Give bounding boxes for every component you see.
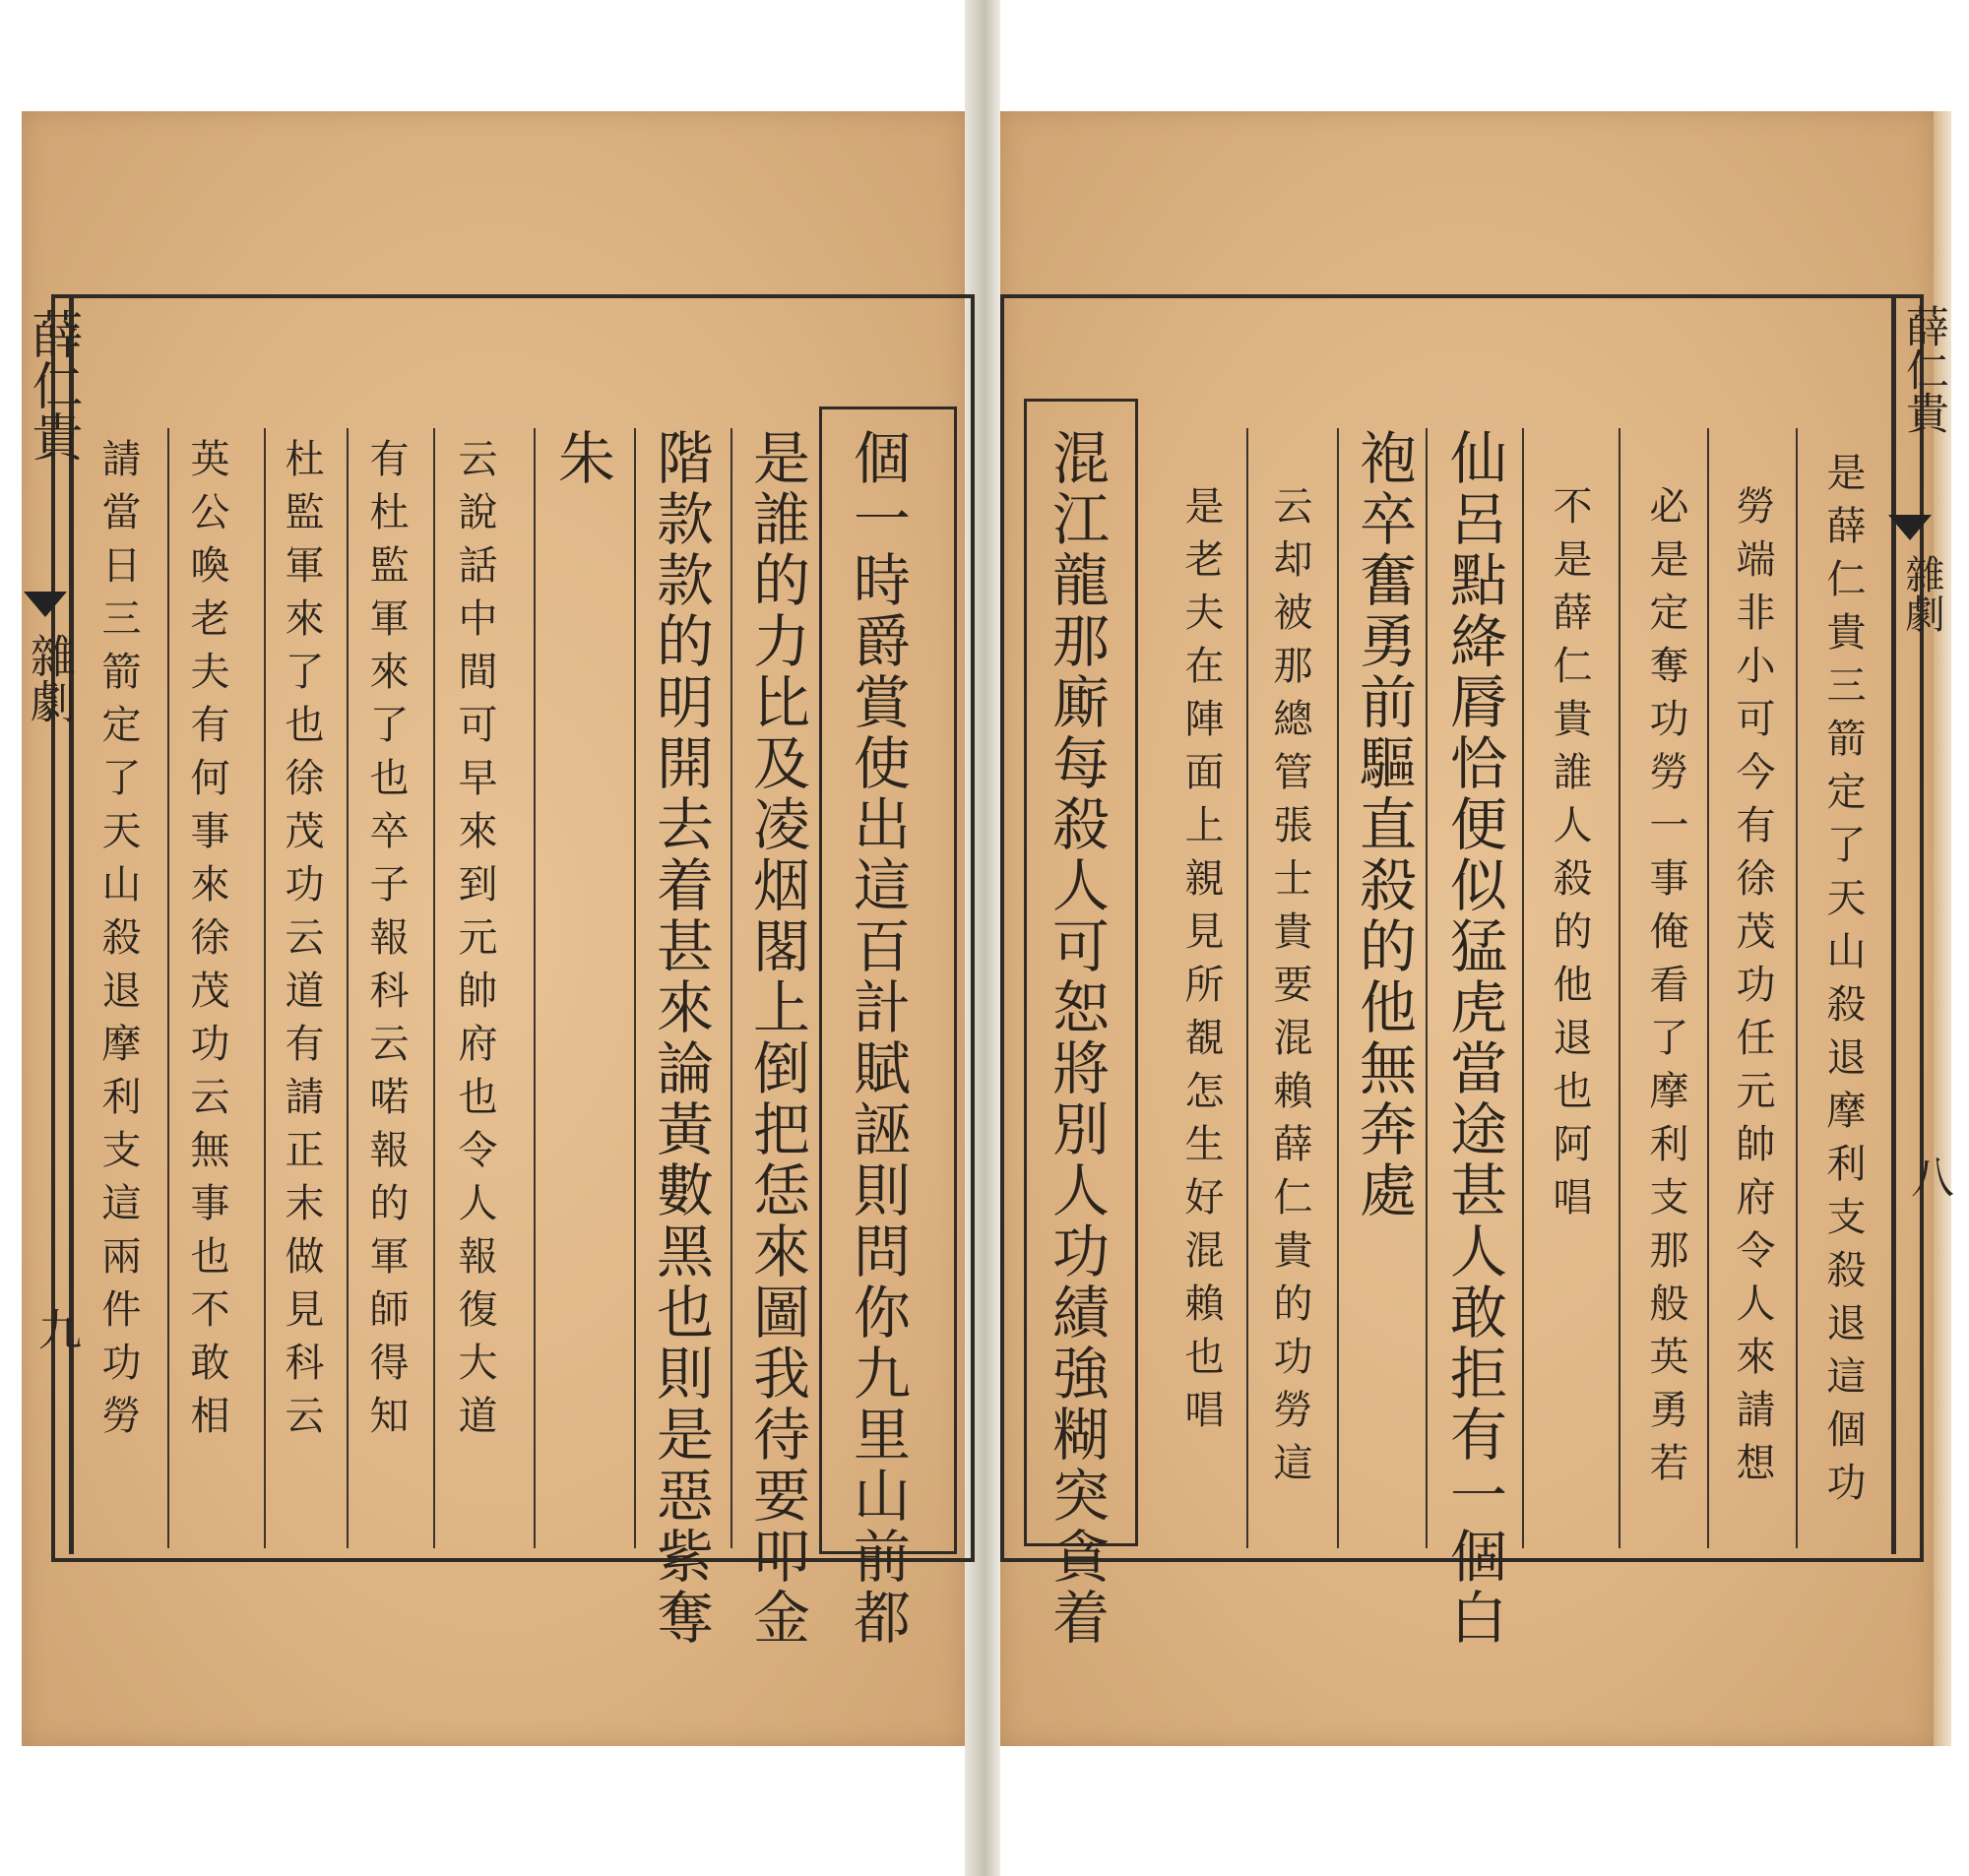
column-rule — [1522, 428, 1524, 1548]
column-rule — [433, 428, 435, 1548]
column-rule — [264, 428, 266, 1548]
text-column-7: 杜監軍來了也徐茂功云道有請正末做見科云 — [279, 438, 324, 1448]
column-rule — [1707, 428, 1709, 1548]
left-fold-title: 薛仁貴 — [23, 308, 82, 462]
text-column-7: 云却被那總管張士貴要混賴薛仁貴的功勞這 — [1267, 485, 1312, 1495]
left-page — [22, 111, 965, 1746]
fold-fishtail-icon — [24, 592, 67, 617]
column-rule — [730, 428, 732, 1548]
text-column-9: 混江龍那廝每殺人可恕將別人功績強糊突貪着 — [1043, 428, 1110, 1649]
left-fold-rule — [69, 294, 74, 1554]
text-column-8: 英公喚老夫有何事來徐茂功云無事也不敢相 — [184, 438, 229, 1448]
right-fold-category: 雜劇 — [1899, 554, 1944, 633]
column-rule — [1426, 428, 1428, 1548]
column-rule — [634, 428, 636, 1548]
fold-fishtail-icon — [1888, 515, 1932, 540]
text-column-2: 是誰的力比及凌烟閣上倒把恁來圖我待要叩金 — [743, 428, 810, 1649]
text-column-1: 個一時爵賞使出這百計賦誣則問你九里山前都 — [844, 428, 911, 1649]
right-fold-title: 薛仁貴 — [1898, 304, 1948, 434]
column-rule — [534, 428, 536, 1548]
text-column-8: 是老夫在陣面上親見所覩怎生好混賴也唱 — [1178, 485, 1224, 1442]
left-page-number: 九 — [31, 1307, 81, 1350]
text-column-4: 朱 — [548, 428, 615, 489]
text-column-9: 請當日三箭定了天山殺退摩利支這兩件功勞 — [95, 438, 141, 1448]
text-column-5: 云說話中間可早來到元帥府也令人報復大道 — [452, 438, 497, 1448]
column-rule — [347, 428, 349, 1548]
text-column-6: 袍卒奮勇前驅直殺的他無奔處 — [1350, 428, 1417, 1221]
column-rule — [167, 428, 169, 1548]
column-rule — [1337, 428, 1339, 1548]
column-rule — [1619, 428, 1620, 1548]
left-fold-category: 雜劇 — [24, 633, 77, 723]
text-column-2: 勞端非小可今有徐茂功任元帥府令人來請想 — [1730, 485, 1775, 1495]
column-rule — [1796, 428, 1798, 1548]
right-fold-rule — [1891, 294, 1896, 1554]
text-column-3: 階款款的明開去着甚來論黃數黑也則是惡紫奪 — [647, 428, 714, 1649]
text-column-6: 有杜監軍來了也卒子報科云喏報的軍師得知 — [363, 438, 409, 1448]
right-page — [1000, 111, 1953, 1746]
column-rule — [1246, 428, 1248, 1548]
text-column-5: 仙呂點絳脣恰便似猛虎當途甚人敢拒有一個白 — [1440, 428, 1507, 1649]
text-column-4: 不是薛仁貴誰人殺的他退也阿唱 — [1547, 485, 1592, 1229]
text-column-3: 必是定奪功勞一事俺看了摩利支那般英勇若 — [1643, 485, 1688, 1495]
text-column-1: 是薛仁貴三箭定了天山殺退摩利支殺退這個功 — [1820, 452, 1866, 1515]
right-page-number: 八 — [1903, 1155, 1953, 1198]
